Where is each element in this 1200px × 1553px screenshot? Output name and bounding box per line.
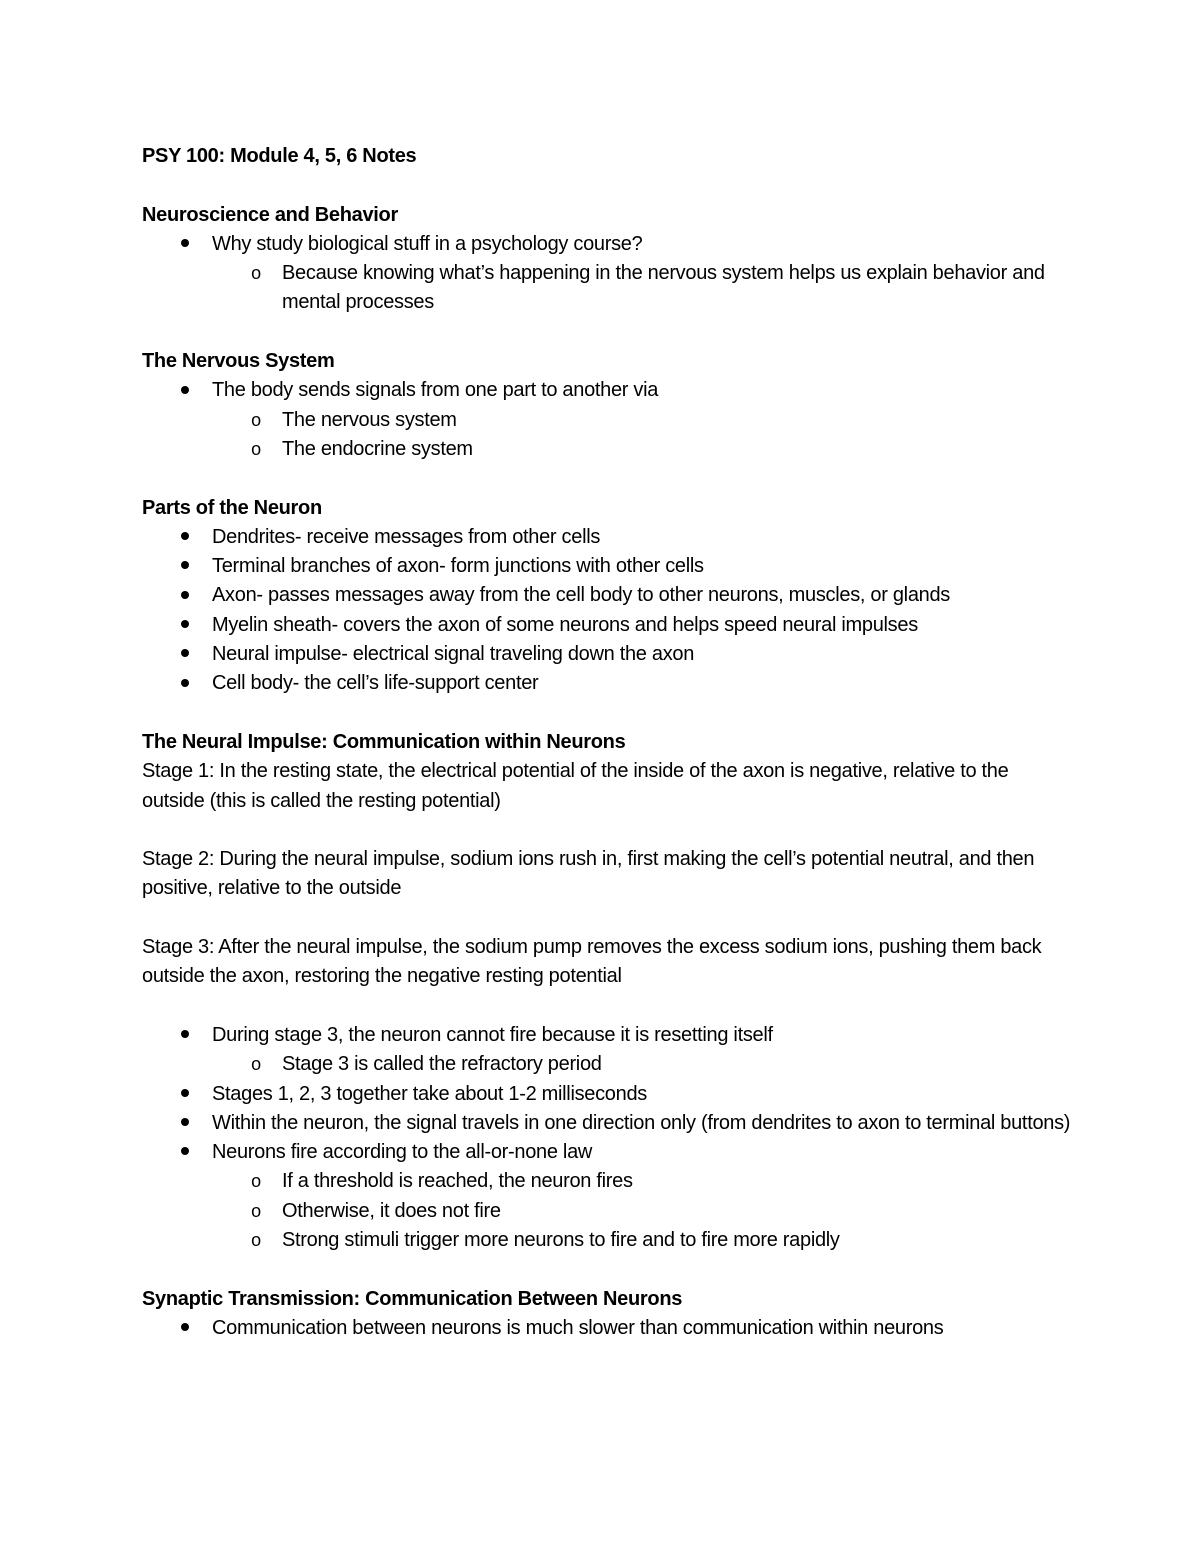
list-item — [142, 523, 1072, 552]
list-item-text: Why study biological stuff in a psychology course? — [212, 232, 643, 255]
document-title: PSY 100: Module 4, 5, 6 Notes — [142, 145, 417, 167]
list-item — [142, 1314, 1072, 1343]
circle-bullet-icon: o — [251, 1054, 261, 1075]
sub-list — [212, 406, 1072, 465]
heading-neuron-parts: Parts of the Neuron — [142, 496, 322, 519]
heading-synaptic-transmission: Synaptic Transmission: Communication Between Neurons — [142, 1287, 683, 1310]
list-item-text: Myelin sheath- covers the axon of some neurons and helps speed neural impulses — [212, 613, 918, 636]
sub-list-item-text: If a threshold is reached, the neuron fires — [282, 1170, 633, 1193]
spacer — [142, 1255, 1072, 1284]
list-item — [142, 640, 1072, 669]
circle-bullet-icon: o — [251, 1171, 261, 1192]
bullet-icon — [175, 1138, 195, 1167]
sub-list-item-text: The nervous system — [282, 408, 457, 431]
neural-impulse-list — [142, 1021, 1072, 1255]
sub-list-item-text: Stage 3 is called the refractory period — [282, 1053, 602, 1076]
list-item — [142, 669, 1072, 698]
list-item-text: The body sends signals from one part to another via — [212, 379, 659, 402]
bullet-icon — [175, 523, 195, 552]
circle-bullet-icon: o — [251, 263, 261, 284]
bullet-icon — [175, 552, 195, 581]
spacer — [142, 171, 1072, 200]
bullet-icon — [175, 611, 195, 640]
spacer — [142, 904, 1072, 933]
spacer — [142, 816, 1072, 845]
list-item — [142, 611, 1072, 640]
bullet-icon — [175, 1021, 195, 1050]
spacer — [142, 464, 1072, 493]
list-item — [142, 552, 1072, 581]
sub-list-item-text: Because knowing what’s happening in the nervous system helps us explain behavior and mental processes — [282, 262, 1045, 314]
bullet-icon — [175, 376, 195, 405]
stage-1-paragraph: Stage 1: In the resting state, the electrical potential of the inside of the axon is negative, relative to the outside (this is called the resting potential) — [142, 760, 1009, 812]
stage-2-paragraph: Stage 2: During the neural impulse, sodium ions rush in, first making the cell’s potential neutral, and then positive, relative to the outside — [142, 848, 1035, 900]
stage-3-paragraph: Stage 3: After the neural impulse, the sodium pump removes the excess sodium ions, pushing them back outside the axon, restoring the negative resting potential — [142, 936, 1042, 988]
bullet-icon — [175, 581, 195, 610]
sub-list — [212, 1167, 1072, 1255]
nervous-system-list — [142, 376, 1072, 464]
list-item-text: Dendrites- receive messages from other cells — [212, 525, 601, 548]
bullet-icon — [175, 230, 195, 259]
list-item — [142, 1109, 1072, 1138]
circle-bullet-icon: o — [251, 1229, 261, 1250]
bullet-icon — [175, 1314, 195, 1343]
list-item-text: Neurons fire according to the all-or-none law — [212, 1141, 593, 1164]
list-item-text: Neural impulse- electrical signal traveling down the axon — [212, 643, 695, 666]
bullet-icon — [175, 640, 195, 669]
spacer — [142, 699, 1072, 728]
list-item — [142, 1138, 1072, 1255]
sub-list-item — [212, 406, 1072, 435]
heading-neuroscience: Neuroscience and Behavior — [142, 203, 398, 226]
circle-bullet-icon: o — [251, 409, 261, 430]
circle-bullet-icon: o — [251, 1200, 261, 1221]
bullet-icon — [175, 1080, 195, 1109]
list-item-text: Terminal branches of axon- form junctions with other cells — [212, 555, 704, 578]
sub-list-item — [212, 435, 1072, 464]
circle-bullet-icon: o — [251, 438, 261, 459]
neuroscience-list — [142, 230, 1072, 318]
list-item — [142, 1080, 1072, 1109]
list-item — [142, 581, 1072, 610]
sub-list-item — [212, 259, 1072, 318]
list-item — [142, 1021, 1072, 1080]
list-item — [142, 230, 1072, 318]
spacer — [142, 992, 1072, 1021]
synaptic-list — [142, 1314, 1072, 1343]
list-item-text: Stages 1, 2, 3 together take about 1-2 milliseconds — [212, 1082, 647, 1105]
sub-list-item — [212, 1197, 1072, 1226]
list-item-text: Within the neuron, the signal travels in one direction only (from dendrites to axon to terminal buttons) — [212, 1111, 1071, 1134]
sub-list — [212, 1050, 1072, 1079]
heading-nervous-system: The Nervous System — [142, 350, 335, 373]
sub-list-item-text: The endocrine system — [282, 437, 473, 460]
spacer — [142, 318, 1072, 347]
sub-list — [212, 259, 1072, 318]
document-page — [142, 142, 1072, 1343]
sub-list-item-text: Otherwise, it does not fire — [282, 1199, 501, 1222]
sub-list-item — [212, 1050, 1072, 1079]
list-item — [142, 376, 1072, 464]
list-item-text: Cell body- the cell’s life-support center — [212, 672, 539, 695]
sub-list-item — [212, 1226, 1072, 1255]
list-item-text: Communication between neurons is much slower than communication within neurons — [212, 1316, 944, 1339]
bullet-icon — [175, 669, 195, 698]
sub-list-item — [212, 1167, 1072, 1196]
list-item-text: Axon- passes messages away from the cell body to other neurons, muscles, or glands — [212, 584, 950, 607]
list-item-text: During stage 3, the neuron cannot fire because it is resetting itself — [212, 1023, 773, 1046]
heading-neural-impulse: The Neural Impulse: Communication within Neurons — [142, 730, 626, 753]
bullet-icon — [175, 1109, 195, 1138]
neuron-parts-list — [142, 523, 1072, 699]
sub-list-item-text: Strong stimuli trigger more neurons to fire and to fire more rapidly — [282, 1228, 840, 1251]
